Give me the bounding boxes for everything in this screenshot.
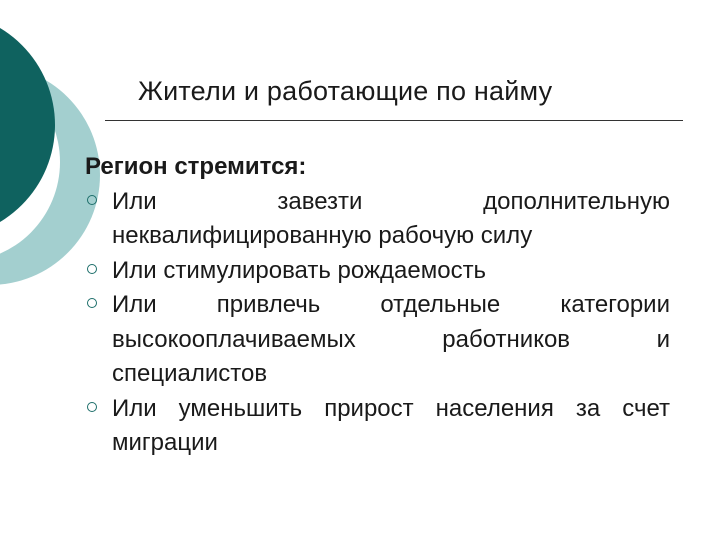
hollow-circle-icon bbox=[87, 195, 97, 205]
bullet-item-attract-specialists bbox=[85, 288, 670, 392]
slide-content bbox=[85, 150, 670, 461]
bullet-text: Или стимулировать рождаемость bbox=[112, 256, 487, 284]
hollow-circle-icon bbox=[87, 298, 97, 308]
title-divider bbox=[105, 120, 683, 121]
hollow-circle-icon bbox=[87, 402, 97, 412]
content-heading: Регион стремится: bbox=[85, 153, 307, 180]
bullet-item-reduce-migration bbox=[85, 392, 670, 461]
hollow-circle-icon bbox=[87, 264, 97, 274]
bullet-item-stimulate-birthrate bbox=[85, 254, 670, 289]
bullet-text: Или завезти дополнительную неквалифицированную рабочую силу bbox=[112, 187, 670, 249]
slide-title: Жители и работающие по найму bbox=[138, 76, 553, 106]
bullet-text: Или привлечь отдельные категории высокооплачиваемых работников и специалистов bbox=[112, 291, 670, 387]
bullet-text: Или уменьшить прирост населения за счет миграции bbox=[112, 394, 670, 456]
bullet-list bbox=[85, 185, 670, 461]
bullet-item-import-labor bbox=[85, 185, 670, 254]
